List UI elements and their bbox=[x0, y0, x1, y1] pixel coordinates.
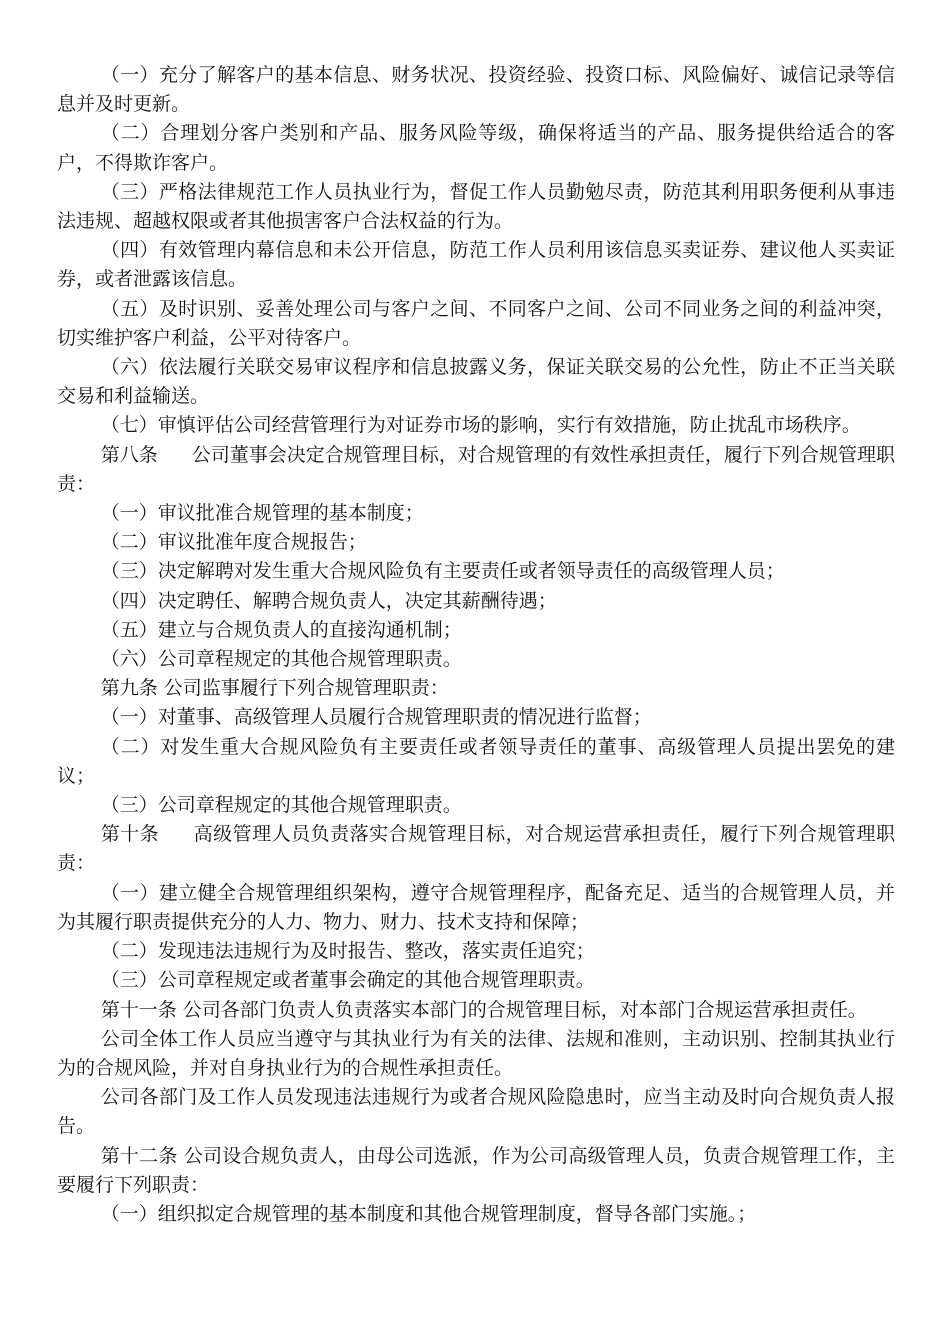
article-12 bbox=[57, 1142, 895, 1200]
clause-5: （五）及时识别、妥善处理公司与客户之间、不同客户之间、公司不同业务之间的利益冲突，切实维护客户利益，公平对待客户。 bbox=[57, 297, 895, 349]
article-10-text: 高级管理人员负责落实合规管理目标，对合规运营承担责任，履行下列合规管理职责： bbox=[57, 823, 895, 875]
article-9-item: （二）对发生重大合规风险负有主要责任或者领导责任的董事、高级管理人员提出罢免的建议； bbox=[57, 735, 895, 787]
document-body bbox=[57, 61, 895, 1229]
clause-3: （三）严格法律规范工作人员执业行为，督促工作人员勤勉尽责，防范其利用职务便利从事违法违规、超越权限或者其他损害客户合法权益的行为。 bbox=[57, 180, 895, 233]
article-9-label: 第九条 bbox=[100, 677, 158, 700]
article-8-item: （三）决定解聘对发生重大合规风险负有主要责任或者领导责任的高级管理人员； bbox=[100, 560, 785, 583]
clause-6: （六）依法履行关联交易审议程序和信息披露义务，保证关联交易的公允性，防止不正当关联交易和利益输送。 bbox=[57, 356, 895, 408]
clause-2: （二）合理划分客户类别和产品、服务风险等级，确保将适当的产品、服务提供给适合的客户，不得欺诈客户。 bbox=[57, 122, 895, 174]
article-11-label: 第十一条 bbox=[100, 998, 177, 1021]
article-10 bbox=[57, 820, 895, 878]
clause-1: （一）充分了解客户的基本信息、财务状况、投资经验、投资口标、风险偏好、诚信记录等信息并及时更新。 bbox=[57, 64, 895, 116]
article-9-item: （一）对董事、高级管理人员履行合规管理职责的情况进行监督； bbox=[100, 706, 652, 729]
article-10-label: 第十条 bbox=[100, 823, 160, 846]
article-8-text: 公司董事会决定合规管理目标，对合规管理的有效性承担责任，履行下列合规管理职责： bbox=[57, 443, 895, 495]
article-8-item: （六）公司章程规定的其他合规管理职责。 bbox=[100, 648, 462, 671]
article-8-item: （四）决定聘任、解聘合规负责人，决定其薪酬待遇； bbox=[100, 589, 557, 612]
article-9-item: （三）公司章程规定的其他合规管理职责。 bbox=[100, 794, 462, 817]
article-9 bbox=[57, 674, 895, 703]
article-10-item: （三）公司章程规定或者董事会确定的其他合规管理职责。 bbox=[100, 969, 595, 992]
article-8-item: （五）建立与合规负责人的直接沟通机制； bbox=[100, 618, 462, 641]
article-8-label: 第八条 bbox=[100, 443, 158, 466]
article-12-label: 第十二条 bbox=[100, 1144, 178, 1167]
article-11-paragraph: 公司各部门及工作人员发现违法违规行为或者合规风险隐患时，应当主动及时向合规负责人报告。 bbox=[57, 1086, 895, 1138]
article-11-paragraph: 公司全体工作人员应当遵守与其执业行为有关的法律、法规和准则，主动识别、控制其执业行为的合规风险，并对自身执业行为的合规性承担责任。 bbox=[57, 1027, 895, 1079]
article-8-item: （二）审议批准年度合规报告； bbox=[100, 531, 367, 554]
clause-7: （七）审慎评估公司经营管理行为对证券市场的影响，实行有效措施，防止扰乱市场秩序。 bbox=[100, 414, 861, 437]
article-11 bbox=[57, 996, 895, 1025]
clause-4: （四）有效管理内幕信息和未公开信息，防范工作人员利用该信息买卖证券、建议他人买卖证券，或者泄露该信息。 bbox=[57, 239, 895, 291]
article-9-text: 公司监事履行下列合规管理职责： bbox=[163, 677, 449, 700]
article-11-text: 公司各部门负责人负责落实本部门的合规管理目标，对本部门合规运营承担责任。 bbox=[182, 998, 867, 1021]
article-10-item: （二）发现违法违规行为及时报告、整改，落实责任追究； bbox=[100, 940, 595, 963]
article-12-text: 公司设合规负责人，由母公司选派，作为公司高级管理人员，负责合规管理工作，主要履行下列职责： bbox=[57, 1144, 895, 1196]
article-10-item: （一）建立健全合规管理组织架构，遵守合规管理程序，配备充足、适当的合规管理人员，并为其履行职责提供充分的人力、物力、财力、技术支持和保障； bbox=[57, 881, 895, 933]
article-8 bbox=[57, 441, 895, 499]
article-8-item: （一）审议批准合规管理的基本制度； bbox=[100, 502, 424, 525]
article-12-item: （一）组织拟定合规管理的基本制度和其他合规管理制度，督导各部门实施。； bbox=[100, 1202, 757, 1225]
